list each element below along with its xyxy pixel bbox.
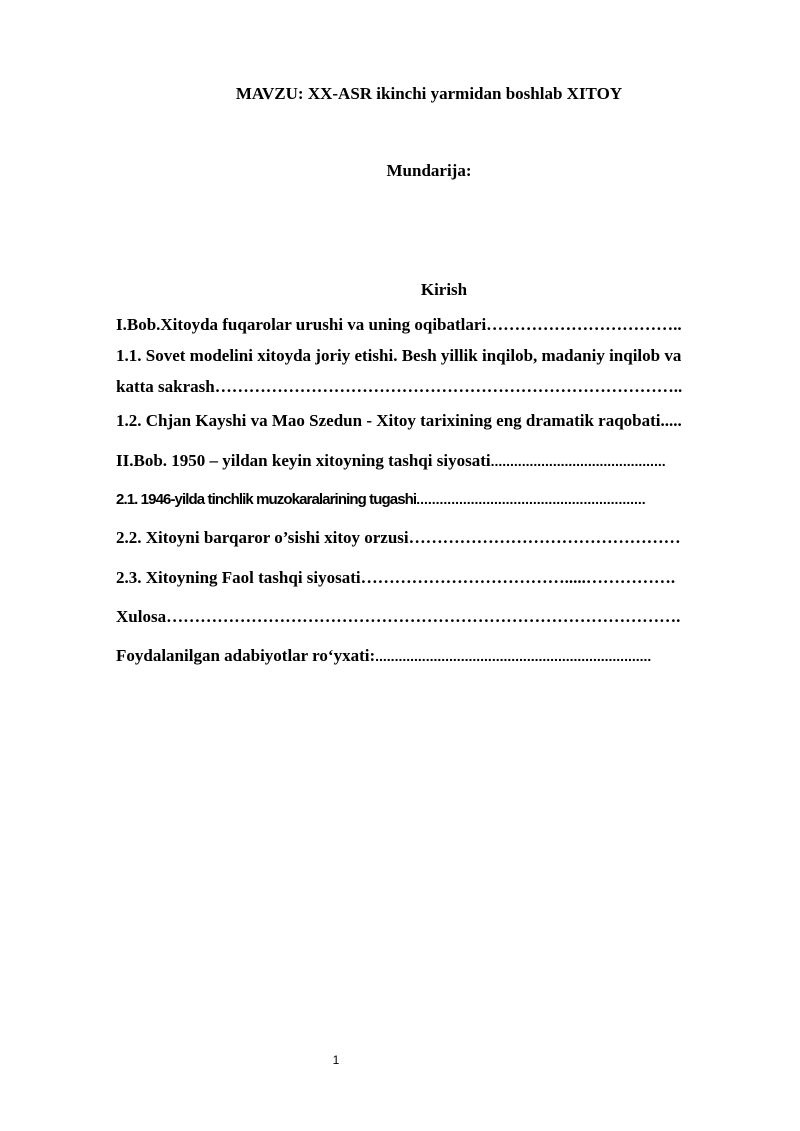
document-title: MAVZU: XX-ASR ikinchi yarmidan boshlab XITOY xyxy=(235,84,623,103)
toc-entry-text: Foydalanilgan adabiyotlar ro‘yxati: xyxy=(116,646,376,665)
toc-entry-chapter-2 xyxy=(116,450,746,472)
toc-leader-dots: ……………………………………………………………………….. xyxy=(214,377,683,396)
toc-entry-1-2 xyxy=(116,410,746,432)
toc-leader-dots: ....................................................................... xyxy=(375,648,652,664)
toc-leader-dots: ………………………………………… xyxy=(408,528,681,547)
toc-leader-dots: ……………………………….....……………. xyxy=(360,568,676,587)
toc-entry-intro: Kirish xyxy=(420,280,468,299)
toc-entry-text: 2.2. Xitoyni barqaror o’sishi xitoy orzusi xyxy=(116,528,409,547)
toc-entry-2-3 xyxy=(116,567,746,589)
toc-entry-text: II.Bob. 1950 – yildan keyin xitoyning tashqi siyosati xyxy=(116,451,491,470)
toc-entry-2-2 xyxy=(116,527,746,549)
toc-entry-2-1 xyxy=(116,488,746,511)
page-number: 1 xyxy=(332,1053,340,1067)
toc-entry-text: 1.2. Chjan Kayshi va Mao Szedun - Xitoy tarixining eng dramatik raqobati xyxy=(116,411,661,430)
toc-leader-dots: …………………………….. xyxy=(486,315,682,334)
toc-leader-dots: ........................................................... xyxy=(416,491,646,507)
toc-entry-text: 2.3. Xitoyning Faol tashqi siyosati xyxy=(116,568,361,587)
toc-leader-dots: ..... xyxy=(660,411,682,430)
contents-heading: Mundarija: xyxy=(386,161,472,180)
toc-entry-chapter-1 xyxy=(116,314,746,336)
toc-entry-1-1 xyxy=(116,345,746,367)
toc-entry-text: katta sakrash xyxy=(116,377,215,396)
toc-entry-text: 2.1. 1946-yilda tinchlik muzokaralarining tugashi xyxy=(116,491,417,508)
toc-leader-dots: ………………………………………………………………………………. xyxy=(166,607,681,626)
toc-entry-text: I.Bob.Xitoyda fuqarolar urushi va uning oqibatlari xyxy=(116,315,487,334)
toc-entry-text: 1.1. Sovet modelini xitoyda joriy etishi. Besh yillik inqilob, madaniy inqilob va xyxy=(116,346,682,365)
toc-entry-text: Xulosa xyxy=(116,607,167,626)
toc-entry-1-1-continued xyxy=(116,376,746,398)
toc-entry-references xyxy=(116,645,746,667)
toc-entry-conclusion xyxy=(116,606,746,628)
toc-leader-dots: ............................................. xyxy=(490,453,666,469)
